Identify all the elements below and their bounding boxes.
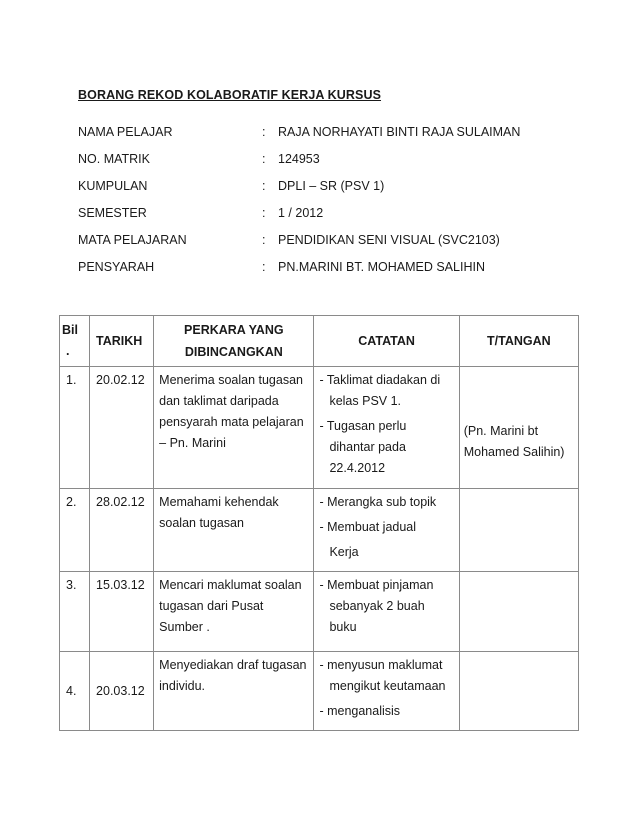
info-label: KUMPULAN [78, 179, 148, 193]
header-catatan: CATATAN [314, 316, 459, 367]
info-row-no-matrik [78, 152, 598, 179]
info-row-kumpulan [78, 179, 598, 206]
cell-catatan [314, 489, 459, 572]
perkara-line: Menerima soalan tugasan [159, 373, 303, 387]
header-perkara [154, 316, 314, 367]
cell-tarikh: 28.02.12 [90, 489, 154, 572]
catatan-line: - Membuat jadual [319, 520, 417, 534]
info-label: SEMESTER [78, 206, 147, 220]
header-tandatangan: T/TANGAN [459, 316, 578, 367]
info-label: NAMA PELAJAR [78, 125, 173, 139]
cell-tarikh: 20.02.12 [90, 367, 154, 489]
info-colon: : [262, 260, 266, 274]
catatan-line: buku [329, 620, 357, 634]
student-info [78, 125, 598, 287]
cell-bil: 2. [60, 489, 90, 572]
cell-perkara [154, 367, 314, 489]
header-perkara-line-1: PERKARA YANG [184, 323, 284, 337]
catatan-line: mengikut keutamaan [329, 679, 446, 693]
catatan-line: dihantar pada [329, 440, 406, 454]
catatan-line: - Tugasan perlu [319, 419, 407, 433]
cell-catatan [314, 652, 459, 731]
catatan-line: - Membuat pinjaman [319, 578, 434, 592]
info-row-mata-pelajaran [78, 233, 598, 260]
info-row-semester [78, 206, 598, 233]
cell-tarikh: 20.03.12 [90, 652, 154, 731]
info-value: 1 / 2012 [278, 206, 324, 220]
cell-tandatangan [459, 367, 578, 489]
cell-bil: 1. [60, 367, 90, 489]
info-colon: : [262, 152, 266, 166]
catatan-line: - menyusun maklumat [319, 658, 443, 672]
info-colon: : [262, 233, 266, 247]
tandatangan-line: Mohamed Salihin) [463, 445, 565, 459]
header-bil-text: Bil [62, 323, 78, 337]
cell-perkara [154, 489, 314, 572]
table-row [60, 572, 579, 652]
info-value: PENDIDIKAN SENI VISUAL (SVC2103) [278, 233, 500, 247]
header-bil-dot: . [66, 344, 70, 358]
document-title: BORANG REKOD KOLABORATIF KERJA KURSUS [78, 88, 382, 102]
catatan-line: 22.4.2012 [329, 461, 386, 475]
perkara-line: dan taklimat daripada [159, 394, 279, 408]
perkara-line: soalan tugasan [159, 516, 244, 530]
cell-catatan [314, 367, 459, 489]
info-colon: : [262, 206, 266, 220]
info-colon: : [262, 179, 266, 193]
perkara-line: Memahami kehendak [159, 495, 279, 509]
catatan-line: kelas PSV 1. [329, 394, 402, 408]
perkara-line: Sumber . [159, 620, 210, 634]
table-row [60, 652, 579, 731]
info-label: MATA PELAJARAN [78, 233, 187, 247]
info-colon: : [262, 125, 266, 139]
perkara-line: tugasan dari Pusat [159, 599, 264, 613]
info-label: PENSYARAH [78, 260, 155, 274]
cell-bil: 3. [60, 572, 90, 652]
header-bil [60, 316, 90, 367]
cell-bil: 4. [60, 652, 90, 731]
table-header-row [60, 316, 579, 367]
table-row [60, 489, 579, 572]
cell-tandatangan [459, 572, 578, 652]
header-tarikh: TARIKH [90, 316, 154, 367]
info-row-nama-pelajar [78, 125, 598, 152]
record-table [59, 315, 579, 731]
perkara-line: Mencari maklumat soalan [159, 578, 302, 592]
catatan-line: Kerja [329, 545, 359, 559]
cell-catatan [314, 572, 459, 652]
info-value: 124953 [278, 152, 320, 166]
info-row-pensyarah [78, 260, 598, 287]
perkara-line: individu. [159, 679, 206, 693]
catatan-line: - Taklimat diadakan di [319, 373, 441, 387]
info-value: PN.MARINI BT. MOHAMED SALIHIN [278, 260, 485, 274]
cell-tandatangan [459, 489, 578, 572]
cell-tarikh: 15.03.12 [90, 572, 154, 652]
cell-perkara [154, 572, 314, 652]
header-perkara-line-2: DIBINCANGKAN [184, 345, 283, 359]
info-value: DPLI – SR (PSV 1) [278, 179, 385, 193]
perkara-line: Menyediakan draf tugasan [159, 658, 307, 672]
tandatangan-line: (Pn. Marini bt [463, 424, 539, 438]
catatan-line: sebanyak 2 buah [329, 599, 425, 613]
table-row [60, 367, 579, 489]
catatan-line: - menganalisis [319, 704, 401, 718]
info-label: NO. MATRIK [78, 152, 150, 166]
perkara-line: – Pn. Marini [159, 436, 226, 450]
cell-perkara [154, 652, 314, 731]
perkara-line: pensyarah mata pelajaran [159, 415, 304, 429]
info-value: RAJA NORHAYATI BINTI RAJA SULAIMAN [278, 125, 521, 139]
cell-tandatangan [459, 652, 578, 731]
catatan-line: - Merangka sub topik [319, 495, 437, 509]
